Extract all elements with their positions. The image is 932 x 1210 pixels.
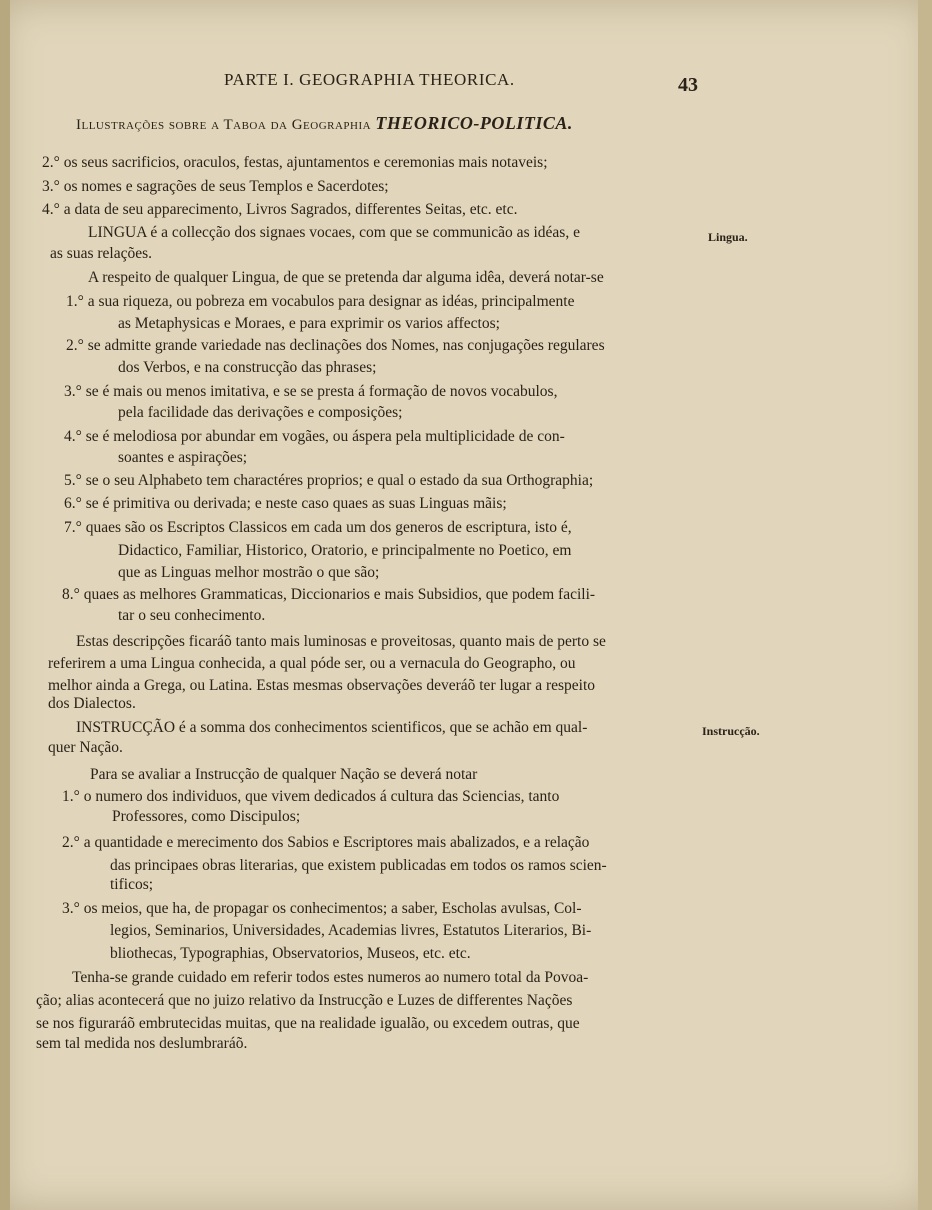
text-line: 4.° se é melodiosa por abundar em vogães, ou áspera pela multiplicidade de con- [64, 428, 565, 445]
text-line: 2.° se admitte grande variedade nas declinações dos Nomes, nas conjugações regulares [66, 337, 605, 354]
text-line: LINGUA é a collecção dos signaes vocaes, com que se communicão as idéas, e [88, 224, 580, 241]
text-line: INSTRUCÇÃO é a somma dos conhecimentos scientificos, que se achão em qual- [76, 719, 588, 736]
text-line: as Metaphysicas e Moraes, e para exprimir os varios affectos; [118, 315, 500, 332]
text-line: legios, Seminarios, Universidades, Academias livres, Estatutos Literarios, Bi- [110, 922, 592, 939]
page-left-edge [0, 0, 10, 1210]
text-line: Professores, como Discipulos; [112, 808, 301, 825]
text-line: melhor ainda a Grega, ou Latina. Estas mesmas observações deveráõ ter lugar a respeito [48, 677, 596, 694]
text-line: 7.° quaes são os Escriptos Classicos em cada um dos generos de escriptura, isto é, [64, 519, 572, 536]
text-line: sem tal medida nos deslumbraráõ. [36, 1035, 248, 1052]
text-line: que as Linguas melhor mostrão o que são; [118, 564, 380, 581]
margin-note-lingua: Lingua. [708, 230, 748, 244]
text-line: Estas descripções ficaráõ tanto mais luminosas e proveitosas, quanto mais de perto se [76, 633, 606, 650]
text-line: Didactico, Familiar, Historico, Oratorio, e principalmente no Poetico, em [118, 542, 572, 559]
text-line: 6.° se é primitiva ou derivada; e neste caso quaes as suas Linguas mãis; [64, 495, 507, 512]
text-line: das principaes obras literarias, que existem publicadas em todos os ramos scien- [110, 857, 607, 874]
text-line: se nos figuraráõ embrutecidas muitas, que na realidade igualão, ou excedem outras, que [36, 1015, 580, 1032]
subtitle-italic: THEORICO-POLITICA. [375, 113, 573, 133]
text-line: quer Nação. [48, 739, 123, 756]
text-line: 5.° se o seu Alphabeto tem charactéres proprios; e qual o estado da sua Orthographia; [64, 472, 594, 489]
text-line: 8.° quaes as melhores Grammaticas, Diccionarios e mais Subsidios, que podem facili- [62, 586, 596, 603]
text-line: A respeito de qualquer Lingua, de que se pretenda dar alguma idêa, deverá notar-se [88, 269, 604, 286]
text-line: tar o seu conhecimento. [118, 607, 266, 624]
text-line: pela facilidade das derivações e composições; [118, 404, 403, 421]
text-line: tificos; [110, 876, 154, 893]
text-line: 2.° a quantidade e merecimento dos Sabios e Escriptores mais abalizados, e a relação [62, 834, 590, 851]
text-line: 2.° os seus sacrificios, oraculos, festas, ajuntamentos e ceremonias mais notaveis; [42, 154, 548, 171]
text-line: ção; alias acontecerá que no juizo relativo da Instrucção e Luzes de differentes Nações [36, 992, 573, 1009]
text-line: 3.° os meios, que ha, de propagar os conhecimentos; a saber, Escholas avulsas, Col- [62, 900, 582, 917]
text-line: dos Verbos, e na construcção das phrases; [118, 359, 377, 376]
text-line: Tenha-se grande cuidado em referir todos estes numeros ao numero total da Povoa- [72, 969, 589, 986]
text-line: 3.° se é mais ou menos imitativa, e se se presta á formação de novos vocabulos, [64, 383, 558, 400]
text-line: 1.° o numero dos individuos, que vivem dedicados á cultura das Sciencias, tanto [62, 788, 560, 805]
subtitle-prefix: Illustrações sobre a Taboa da Geographia [76, 117, 372, 133]
running-title: PARTE I. GEOGRAPHIA THEORICA. [224, 70, 515, 89]
text-line: 4.° a data de seu apparecimento, Livros Sagrados, differentes Seitas, etc. etc. [42, 201, 518, 218]
text-line: dos Dialectos. [48, 695, 136, 712]
margin-note-instruccao: Instrucção. [702, 724, 760, 738]
text-line: bliothecas, Typographias, Observatorios, Museos, etc. etc. [110, 945, 471, 962]
section-subtitle [76, 113, 573, 134]
text-line: referirem a uma Lingua conhecida, a qual póde ser, ou a vernacula do Geographo, ou [48, 655, 576, 672]
page-number: 43 [678, 74, 698, 96]
text-line: 1.° a sua riqueza, ou pobreza em vocabulos para designar as idéas, principalmente [66, 293, 575, 310]
text-line: 3.° os nomes e sagrações de seus Templos e Sacerdotes; [42, 178, 389, 195]
page-right-edge [918, 0, 932, 1210]
text-line: Para se avaliar a Instrucção de qualquer Nação se deverá notar [90, 766, 478, 783]
text-line: soantes e aspirações; [118, 449, 248, 466]
text-line: as suas relações. [50, 245, 152, 262]
